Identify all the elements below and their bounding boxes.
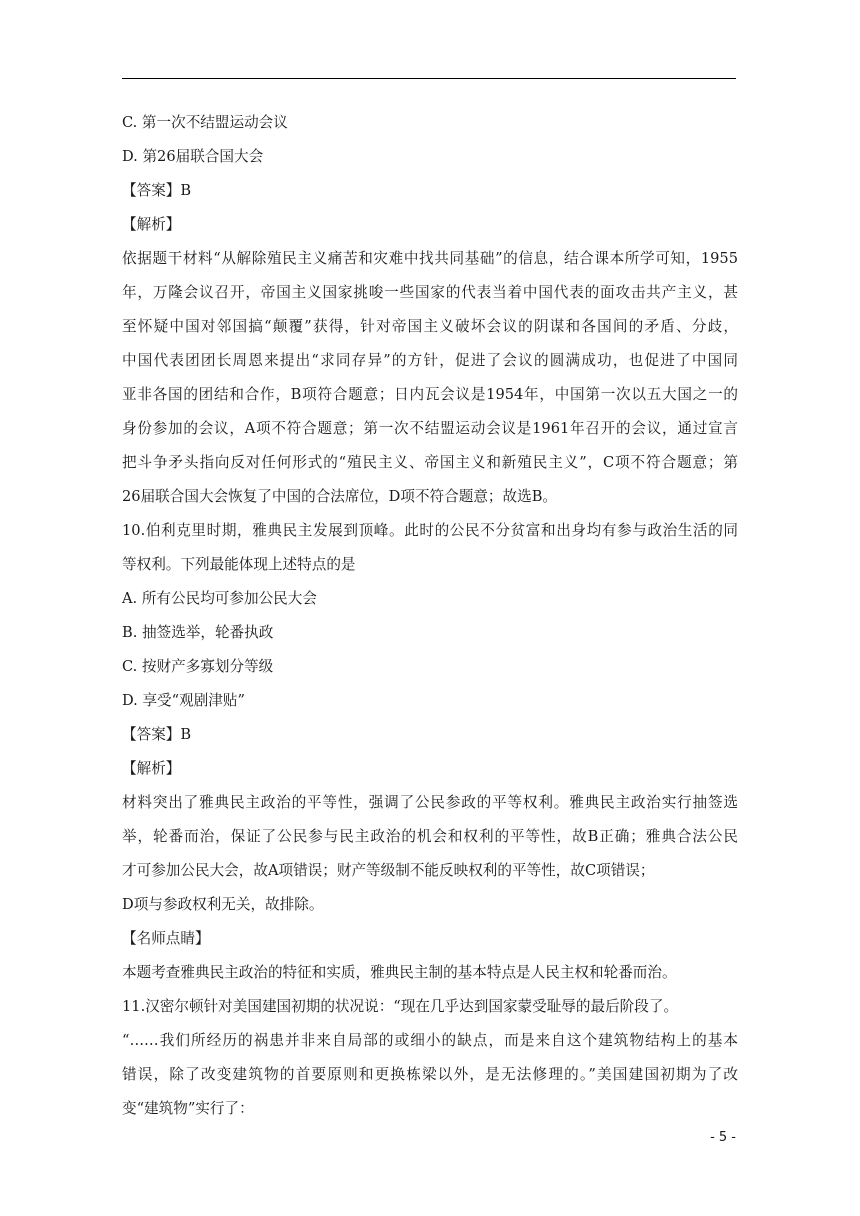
text-line: 举，轮番而治，保证了公民参与民主政治的机会和权利的平等性，故B正确；雅典合法公民: [122, 828, 738, 845]
text-line: 26届联合国大会恢复了中国的合法席位，D项不符合题意；故选B。: [122, 488, 558, 505]
text-line: 材料突出了雅典民主政治的平等性，强调了公民参政的平等权利。雅典民主政治实行抽签选: [122, 794, 738, 811]
section-heading: 【名师点睛】: [122, 930, 210, 947]
text-line: 把斗争矛头指向反对任何形式的“殖民主义、帝国主义和新殖民主义”，C项不符合题意；第: [122, 454, 738, 471]
section-heading: 【解析】: [122, 760, 181, 777]
text-line: 变“建筑物”实行了：: [122, 1100, 254, 1117]
text-line: “……我们所经历的祸患并非来自局部的或细小的缺点，而是来自这个建筑物结构上的基本: [122, 1032, 738, 1049]
option-line: C. 按财产多寡划分等级: [122, 658, 274, 675]
text-line: 依据题干材料“从解除殖民主义痛苦和灾难中找共同基础”的信息，结合课本所学可知，1955: [122, 250, 738, 267]
text-line: 才可参加公民大会，故A项错误；财产等级制不能反映权利的平等性，故C项错误；: [122, 862, 655, 879]
answer-line: 【答案】B: [122, 182, 192, 199]
text-line: 年，万隆会议召开，帝国主义国家挑唆一些国家的代表当着中国代表的面攻击共产主义，甚: [122, 284, 738, 301]
page-number: - 5 -: [710, 1130, 736, 1145]
text-line: 等权利。下列最能体现上述特点的是: [122, 556, 356, 573]
text-line: 本题考查雅典民主政治的特征和实质，雅典民主制的基本特点是人民主权和轮番而治。: [122, 964, 677, 981]
text-line: 错误，除了改变建筑物的首要原则和更换栋梁以外，是无法修理的。”美国建国初期为了改: [122, 1066, 738, 1083]
document-body: [122, 110, 738, 1130]
text-line: D项与参政权利无关，故排除。: [122, 896, 324, 913]
text-line: 身份参加的会议，A项不符合题意；第一次不结盟运动会议是1961年召开的会议，通过宣言: [122, 420, 738, 437]
text-line: 11.汉密尔顿针对美国建国初期的状况说：“现在几乎达到国家蒙受耻辱的最后阶段了。: [122, 998, 679, 1015]
text-line: 中国代表团团长周恩来提出“求同存异”的方针，促进了会议的圆满成功，也促进了中国同: [122, 352, 738, 369]
option-line: C. 第一次不结盟运动会议: [122, 114, 288, 131]
answer-line: 【答案】B: [122, 726, 192, 743]
text-line: 亚非各国的团结和合作，B项符合题意；日内瓦会议是1954年，中国第一次以五大国之一的: [122, 386, 738, 403]
section-heading: 【解析】: [122, 216, 181, 233]
text-line: 10.伯利克里时期，雅典民主发展到顶峰。此时的公民不分贫富和出身均有参与政治生活的同: [122, 522, 738, 539]
option-line: A. 所有公民均可参加公民大会: [122, 590, 317, 607]
option-line: D. 第26届联合国大会: [122, 148, 264, 165]
option-line: D. 享受“观剧津贴”: [122, 692, 245, 709]
text-line: 至怀疑中国对邻国搞“颠覆”获得，针对帝国主义破坏会议的阴谋和各国间的矛盾、分歧，: [122, 318, 738, 335]
option-line: B. 抽签选举，轮番执政: [122, 624, 274, 641]
header-rule: [122, 78, 736, 79]
